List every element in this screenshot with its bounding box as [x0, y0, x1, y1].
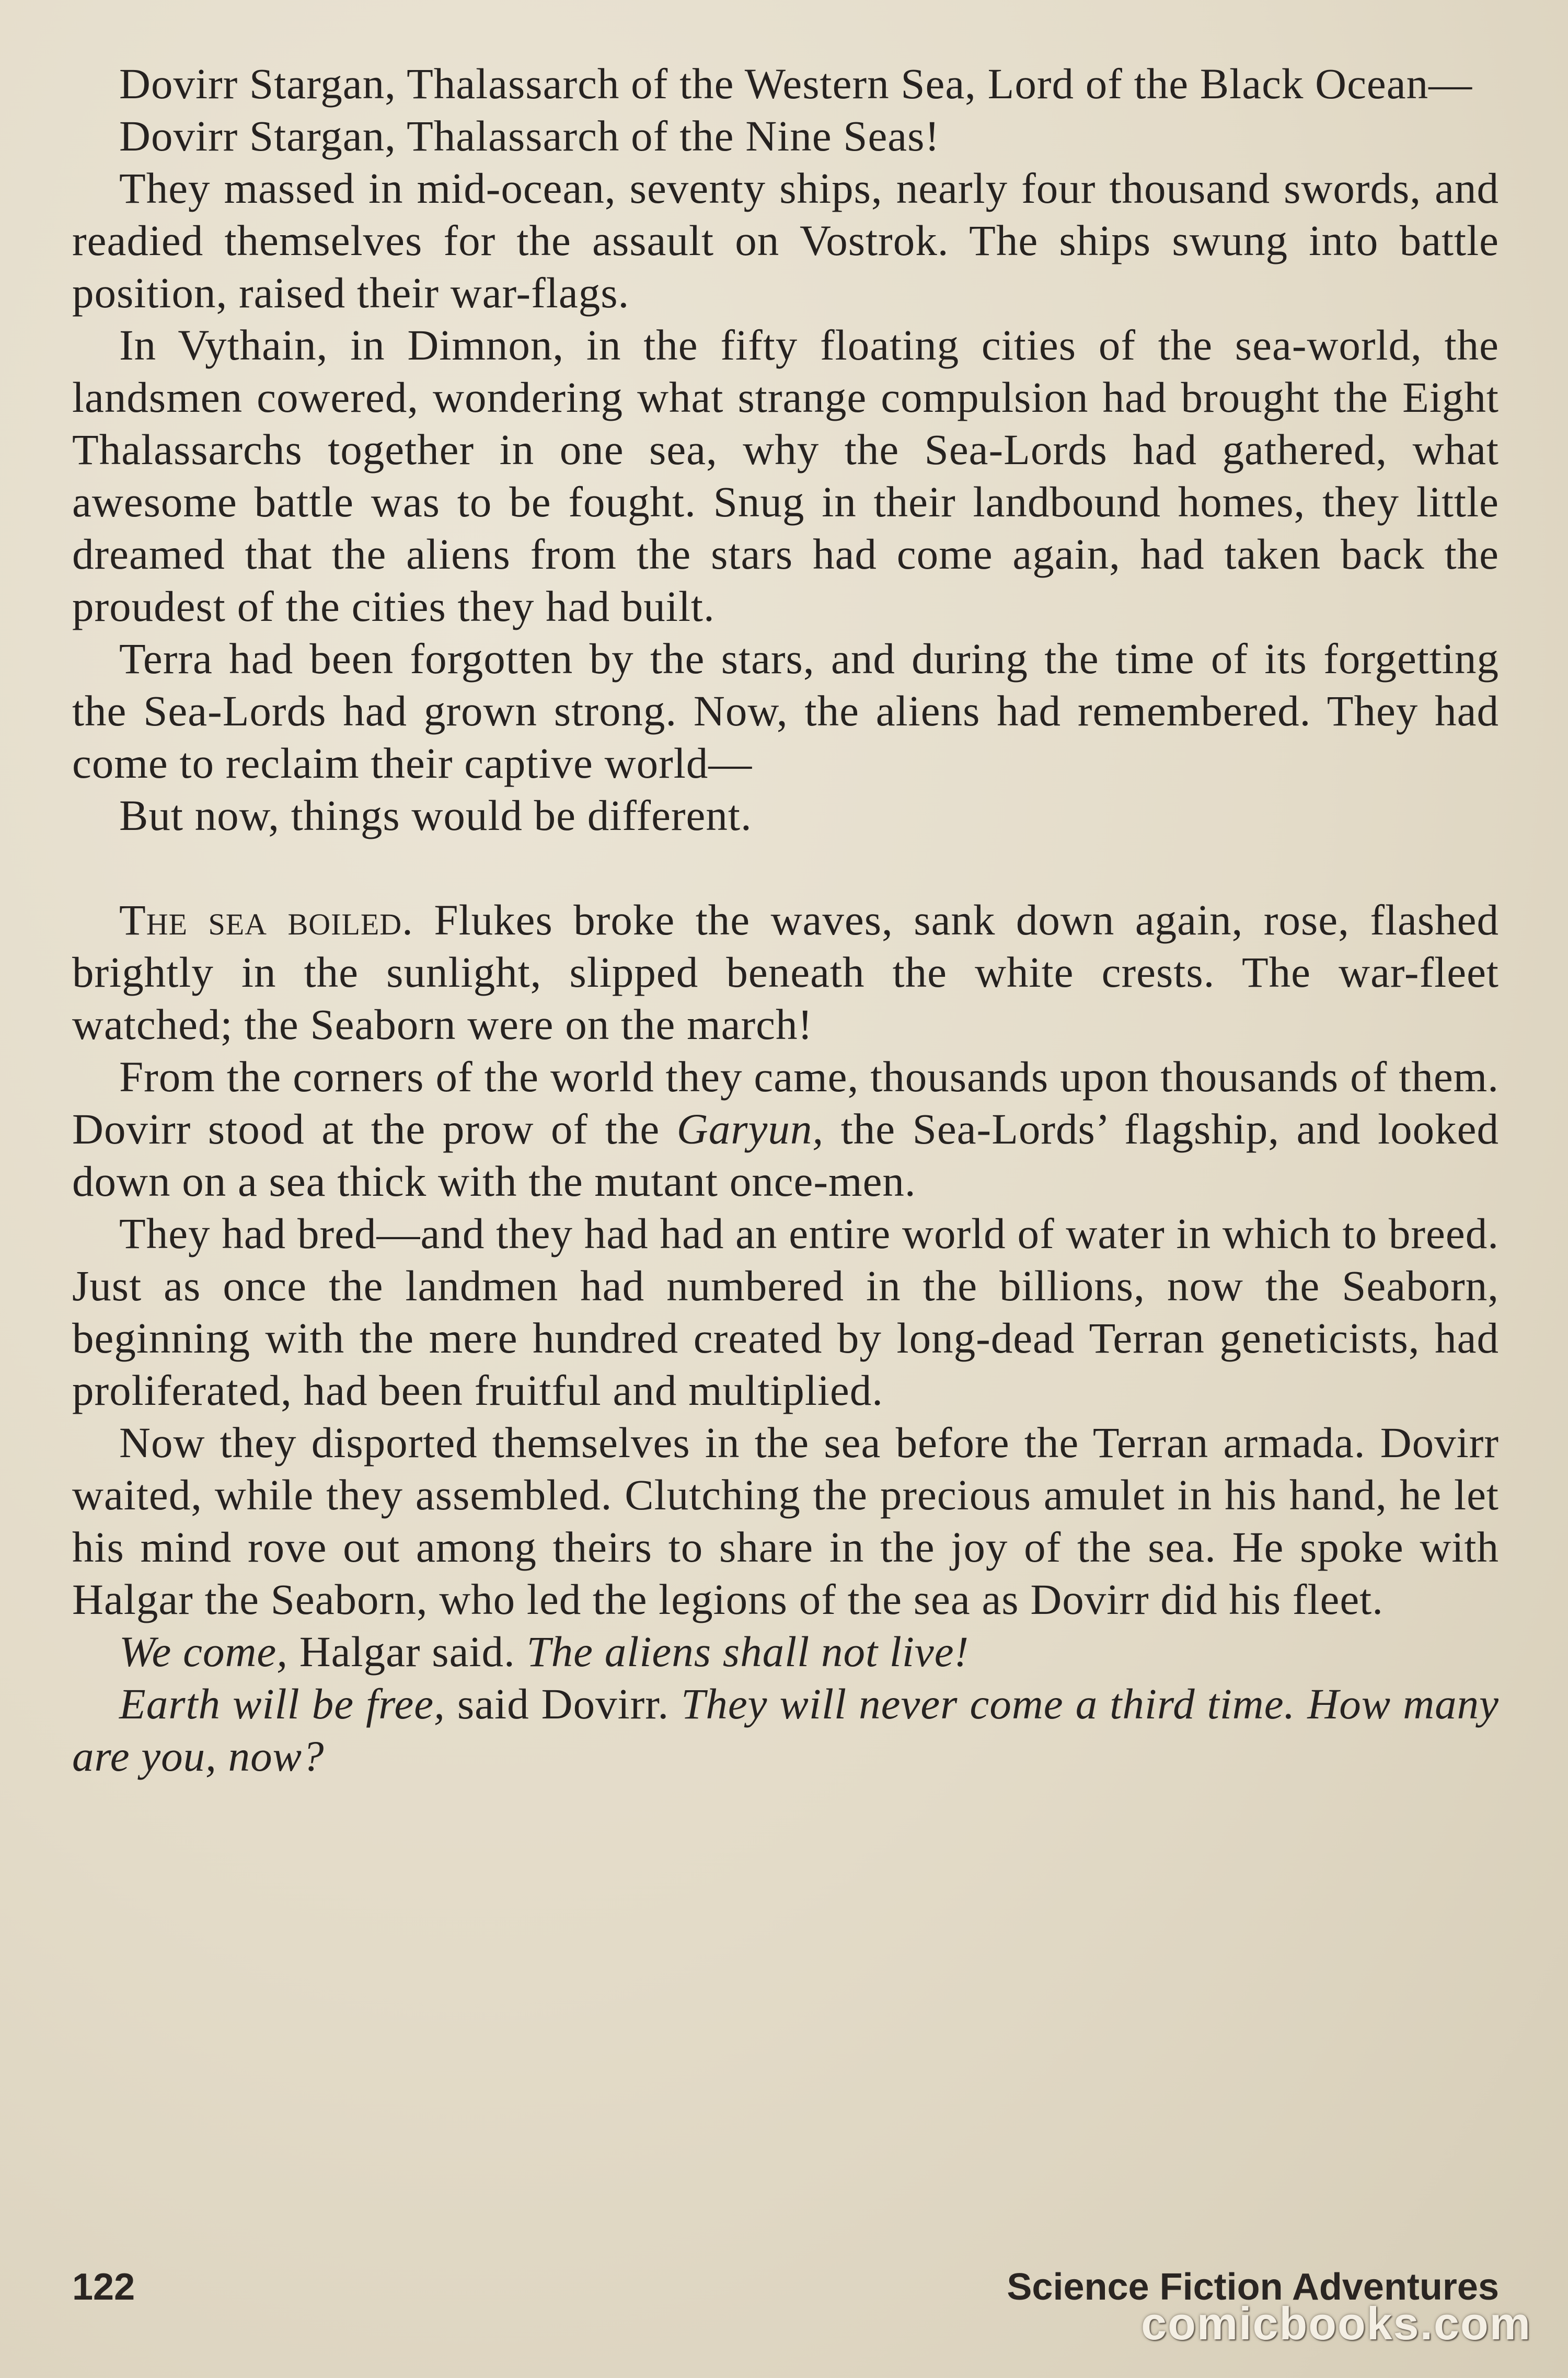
paragraph-7-text: Flukes broke the waves, sank down again, rose, flashed brightly in the sunlight, slipped beneath the white crests. The war-fleet watched; the Seaborn were on the march!: [72, 896, 1499, 1048]
telepathic-speech-1: We come,: [119, 1627, 288, 1676]
speech-attribution-1: Halgar said.: [287, 1627, 527, 1676]
paragraph-2: Dovirr Stargan, Thalassarch of the Nine Seas!: [119, 112, 940, 160]
paragraph-11: [72, 1625, 1499, 1678]
paragraph-12: [72, 1678, 1499, 1782]
paragraph-8-text-a: From the corners of the world they came, thousands upon thousands of them. Dovirr stood at the prow of the: [72, 1053, 1499, 1153]
telepathic-speech-4: They will never come a third time. How many are you, now?: [72, 1680, 1499, 1780]
paragraph-8-text-b: the Sea-Lords’ flagship, and looked down on a sea thick with the mutant once-men.: [72, 1105, 1499, 1205]
paragraph-6: But now, things would be different.: [119, 791, 752, 839]
paragraph-5: Terra had been forgotten by the stars, and during the time of its forgetting the Sea-Lords had grown strong. Now, the aliens had remembered. They had come to reclaim their captive world—: [72, 634, 1499, 787]
paragraph-3: They massed in mid-ocean, seventy ships, nearly four thousand swords, and readied themselves for the assault on Vostrok. The ships swung into battle position, raised their war-flags.: [72, 164, 1499, 317]
telepathic-speech-3: Earth will be free,: [119, 1680, 445, 1728]
speech-attribution-2: said Dovirr.: [445, 1680, 682, 1728]
paragraph-7: [72, 894, 1499, 1051]
page-text: [72, 57, 1499, 2321]
watermark: comicbooks.com: [1141, 2298, 1531, 2349]
ship-name: Garyun,: [676, 1105, 824, 1153]
page-number: 122: [72, 2266, 135, 2308]
paragraph-4: In Vythain, in Dimnon, in the fifty floating cities of the sea-world, the landsmen cowered, wondering what strange compulsion had brought the Eight Thalassarchs together in one sea, why the Sea-Lords had gathered, what awesome battle was to be fought. Snug in their landbound homes, they little dreamed that the aliens from the stars had come again, had taken back the proudest of the cities they had built.: [72, 321, 1499, 630]
paragraph-10: Now they disported themselves in the sea before the Terran armada. Dovirr waited, while they assembled. Clutching the precious amulet in his hand, he let his mind rove out among theirs to share in the joy of the sea. He spoke with Halgar the Seaborn, who led the legions of the sea as Dovirr did his fleet.: [72, 1418, 1499, 1623]
magazine-title: Science Fiction Adventures: [1007, 2266, 1499, 2308]
paragraph-8: [72, 1051, 1499, 1207]
section-lead-in: The sea boiled.: [119, 896, 413, 944]
telepathic-speech-2: The aliens shall not live!: [526, 1627, 970, 1676]
paragraph-9: They had bred—and they had had an entire world of water in which to breed. Just as once the landmen had numbered in the billions, now the Seaborn, beginning with the mere hundred created by long-dead Terran geneticists, had proliferated, had been fruitful and multiplied.: [72, 1209, 1499, 1414]
paragraph-1: Dovirr Stargan, Thalassarch of the Western Sea, Lord of the Black Ocean—: [119, 60, 1473, 108]
